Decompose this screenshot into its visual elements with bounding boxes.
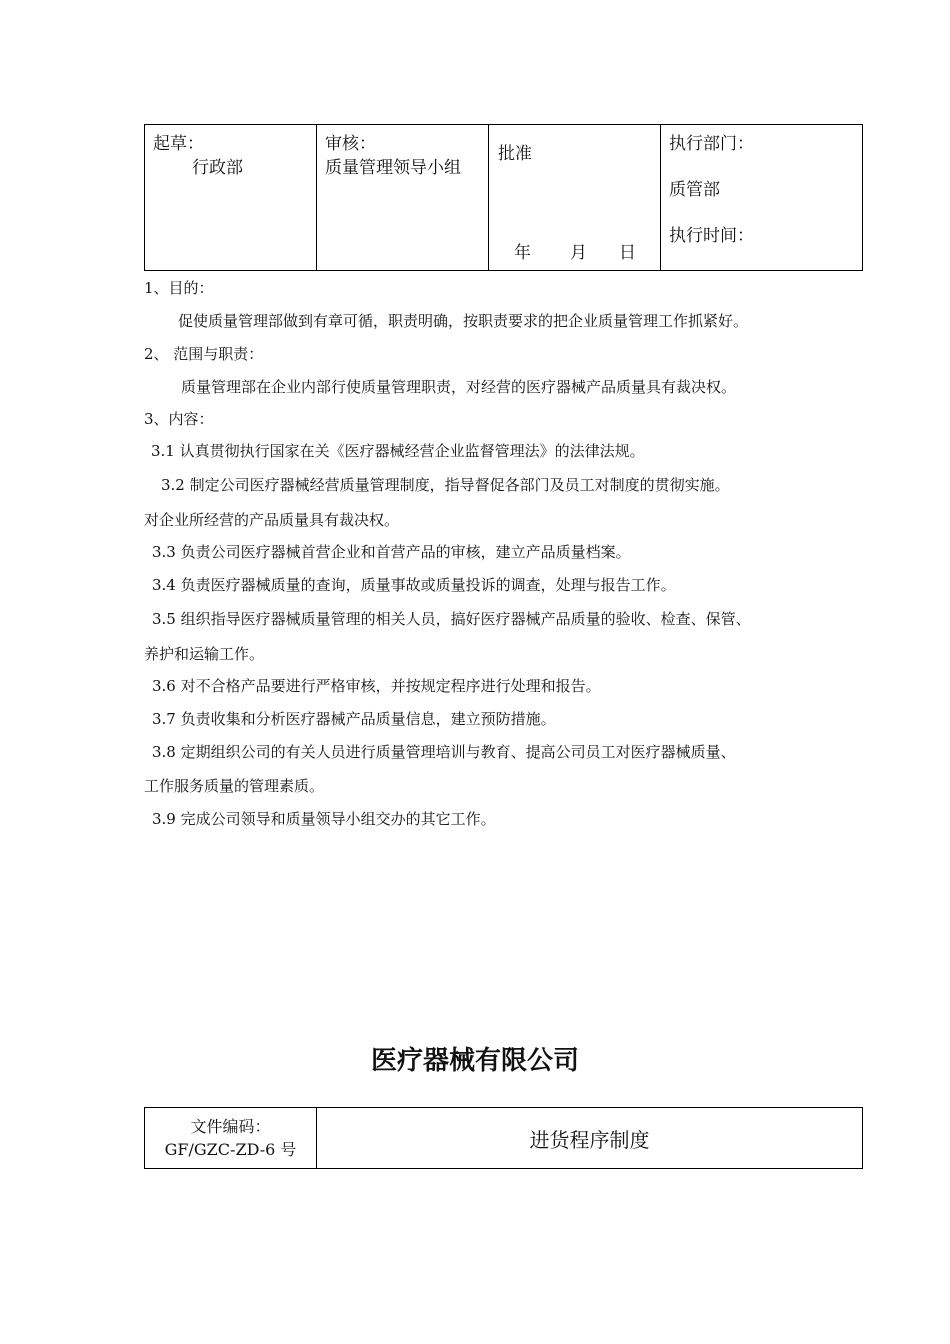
exec-time-label: 执行时间： bbox=[669, 226, 754, 246]
exec-dept-label: 执行部门： bbox=[669, 134, 754, 154]
draft-value: 行政部 bbox=[192, 158, 243, 178]
section-2-text: 质量管理部在企业内部行使质量管理职责，对经营的医疗器械产品质量具有裁决权。 bbox=[181, 378, 737, 396]
company-name: 医疗器械有限公司 bbox=[370, 1046, 579, 1076]
item-3-2-cont: 对企业所经营的产品质量具有裁决权。 bbox=[144, 511, 400, 529]
section-1-text: 促使质量管理部做到有章可循，职责明确，按职责要求的把企业质量管理工作抓紧好。 bbox=[178, 312, 749, 330]
document-header-table bbox=[144, 1107, 863, 1169]
date-month: 月 bbox=[570, 243, 587, 263]
item-3-2: 3.2 制定公司医疗器械经营质量管理制度，指导督促各部门及员工对制度的贯彻实施。 bbox=[161, 476, 730, 494]
item-3-3: 3.3 负责公司医疗器械首营企业和首营产品的审核，建立产品质量档案。 bbox=[152, 543, 631, 561]
draft-label: 起草： bbox=[153, 134, 204, 154]
item-3-4: 3.4 负责医疗器械质量的查询，质量事故或质量投诉的调查，处理与报告工作。 bbox=[152, 576, 676, 594]
review-value: 质量管理领导小组 bbox=[325, 158, 461, 178]
item-3-5: 3.5 组织指导医疗器械质量管理的相关人员，搞好医疗器械产品质量的验收、检查、保管、 bbox=[152, 610, 751, 628]
doc-code-value: GF/GZC-ZD-6 号 bbox=[164, 1140, 297, 1159]
section-2-heading: 2、 范围与职责： bbox=[144, 345, 264, 363]
section-3-heading: 3、内容： bbox=[144, 410, 214, 428]
exec-dept-value: 质管部 bbox=[669, 180, 720, 200]
approve-label: 批准 bbox=[498, 144, 532, 164]
doc-code-label: 文件编码： bbox=[190, 1117, 271, 1136]
section-1-heading: 1、目的： bbox=[144, 279, 214, 297]
item-3-1: 3.1 认真贯彻执行国家在关《医疗器械经营企业监督管理法》的法律法规。 bbox=[151, 442, 645, 460]
review-cell bbox=[317, 125, 489, 271]
review-label: 审核： bbox=[325, 134, 376, 154]
item-3-6: 3.6 对不合格产品要进行严格审核，并按规定程序进行处理和报告。 bbox=[152, 677, 601, 695]
date-year: 年 bbox=[514, 243, 531, 263]
item-3-9: 3.9 完成公司领导和质量领导小组交办的其它工作。 bbox=[152, 810, 496, 828]
approve-cell bbox=[489, 125, 661, 271]
signoff-table bbox=[144, 124, 863, 271]
date-day: 日 bbox=[619, 243, 636, 263]
item-3-8-cont: 工作服务质量的管理素质。 bbox=[144, 777, 325, 795]
doc-code-cell bbox=[145, 1108, 317, 1169]
doc-title: 进货程序制度 bbox=[317, 1108, 863, 1169]
item-3-7: 3.7 负责收集和分析医疗器械产品质量信息，建立预防措施。 bbox=[152, 710, 556, 728]
draft-cell bbox=[145, 125, 317, 271]
exec-cell bbox=[661, 125, 863, 271]
item-3-8: 3.8 定期组织公司的有关人员进行质量管理培训与教育、提高公司员工对医疗器械质量、 bbox=[152, 743, 736, 761]
item-3-5-cont: 养护和运输工作。 bbox=[144, 645, 265, 663]
